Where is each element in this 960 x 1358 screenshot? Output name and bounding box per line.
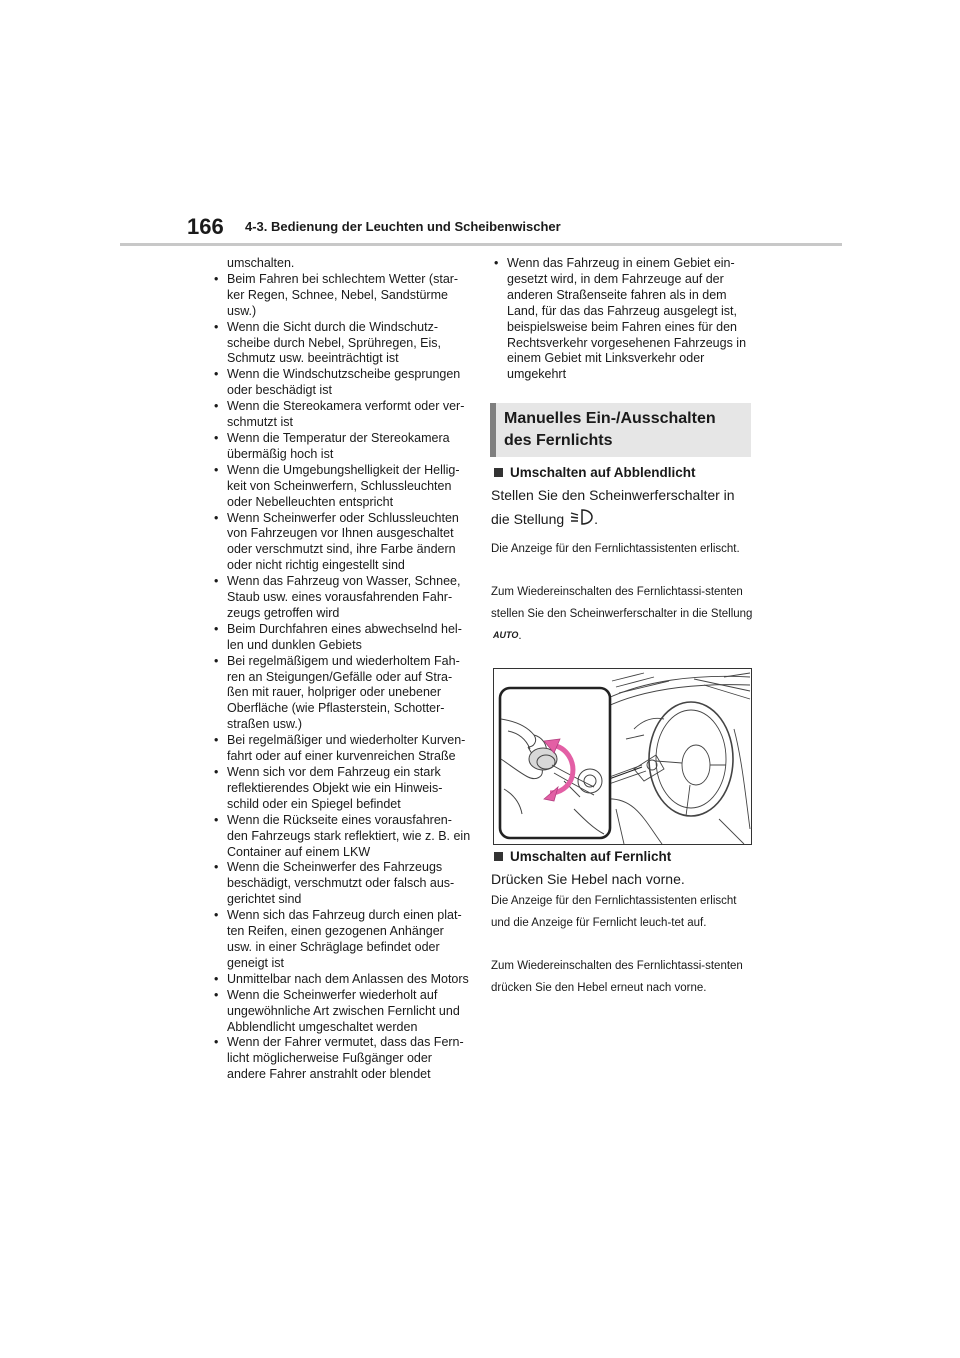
section-heading-line2: des Fernlichts (504, 432, 613, 449)
list-item: • Wenn Scheinwerfer oder Schlussleuchten von Fahrzeugen vor Ihnen ausgeschaltet oder verschmutzt sind, ihre Farbe ändern oder nicht richtig eingestellt sind (210, 511, 472, 575)
list-item: • Wenn die Windschutzscheibe gesprungen oder beschädigt ist (210, 367, 472, 399)
list-item: • Wenn die Umgebungshelligkeit der Hellig-keit von Scheinwerfern, Schlussleuchten oder Nebelleuchten entspricht (210, 463, 472, 511)
list-item: • Wenn die Stereokamera verformt oder ver-schmutzt ist (210, 399, 472, 431)
list-item: • Wenn der Fahrer vermutet, dass das Fern-licht möglicherweise Fußgänger oder andere Fahrer anstrahlt oder blendet (210, 1035, 472, 1083)
high-beam-instruction: Drücken Sie Hebel nach vorne. (491, 871, 685, 887)
condition-list (210, 272, 472, 1083)
high-beam-heading (494, 849, 671, 864)
high-beam-note1: Die Anzeige für den Fernlichtassistenten erlischt und die Anzeige für Fernlicht leuch-tet auf. (491, 895, 737, 929)
list-item: • Wenn das Fahrzeug von Wasser, Schnee, Staub usw. eines vorausfahrenden Fahr-zeugs getroffen wird (210, 574, 472, 622)
list-item: • Wenn die Rückseite eines vorausfahren-den Fahrzeugs stark reflektiert, wie z. B. ein Container auf einem LKW (210, 813, 472, 861)
square-bullet-icon (494, 468, 503, 477)
left-column (210, 256, 472, 1083)
high-beam-heading-text: Umschalten auf Fernlicht (510, 849, 672, 864)
list-item: • Wenn die Sicht durch die Windschutz-scheibe durch Nebel, Sprühregen, Eis, Schmutz usw. beeinträchtigt ist (210, 320, 472, 368)
headlight-lever-illustration (493, 668, 752, 845)
page-number: 166 (187, 214, 224, 239)
list-item: • Unmittelbar nach dem Anlassen des Motors (210, 972, 472, 988)
section-heading-bar (490, 403, 496, 457)
list-item: • Beim Fahren bei schlechtem Wetter (star-ker Regen, Schnee, Nebel, Sandstürme usw.) (210, 272, 472, 320)
section-heading (504, 408, 716, 452)
right-column-top (490, 256, 752, 383)
list-item: • Wenn die Temperatur der Stereokamera übermäßig hoch ist (210, 431, 472, 463)
condition-list-continued (490, 256, 752, 383)
auto-icon: AUTO (493, 630, 519, 640)
square-bullet-icon (494, 852, 503, 861)
list-item: • Wenn das Fahrzeug in einem Gebiet ein-gesetzt wird, in dem Fahrzeuge auf der anderen Straßenseite fahren als in dem Land, für das das Fahrzeug ausgelegt ist, beispielsweise beim Fahren eines für den Rechtsverkehr vorgesehenen Fahrzeugs in einem Gebiet mit Linksverkehr oder umgekehrt (490, 256, 752, 383)
continuation-text: umschalten. (227, 256, 295, 270)
list-item: • Bei regelmäßiger und wiederholter Kurven-fahrt oder auf einer kurvenreichen Straße (210, 733, 472, 765)
high-beam-note2: Zum Wiedereinschalten des Fernlichtassi-stenten drücken Sie den Hebel erneut nach vorne. (491, 960, 743, 994)
low-beam-note2-end: . (518, 630, 522, 642)
section-heading-box (490, 403, 751, 457)
low-beam-heading-text: Umschalten auf Abblendlicht (510, 465, 696, 480)
list-item: • Wenn sich das Fahrzeug durch einen plat-ten Reifen, einen gezogenen Anhänger usw. in einer Schräglage befindet oder geneigt ist (210, 908, 472, 972)
section-heading-line1: Manuelles Ein-/Ausschalten (504, 410, 716, 427)
list-item: • Beim Durchfahren eines abwechselnd hel-len und dunklen Gebiets (210, 622, 472, 654)
low-beam-instruction-text: Stellen Sie den Scheinwerferschalter in die Stellung (491, 487, 735, 528)
low-beam-heading (494, 465, 696, 480)
header-rule (120, 243, 842, 246)
low-beam-note2-text: Zum Wiedereinschalten des Fernlichtassi-stenten stellen Sie den Scheinwerferschalter in die Stellung (491, 586, 753, 620)
low-beam-icon (568, 507, 594, 534)
low-beam-note1: Die Anzeige für den Fernlichtassistenten erlischt. (491, 543, 740, 555)
chapter-title: 4-3. Bedienung der Leuchten und Scheibenwischer (245, 219, 561, 234)
list-item: • Wenn die Scheinwerfer wiederholt auf ungewöhnliche Art zwischen Fernlicht und Abblendlicht umgeschaltet werden (210, 988, 472, 1036)
low-beam-note2 (491, 582, 753, 648)
low-beam-instruction-end: . (594, 511, 598, 528)
low-beam-instruction (491, 483, 753, 534)
list-item: • Wenn sich vor dem Fahrzeug ein stark reflektierendes Objekt wie ein Hinweis-schild oder ein Spiegel befindet (210, 765, 472, 813)
list-item: • Wenn die Scheinwerfer des Fahrzeugs beschädigt, verschmutzt oder falsch aus-gerichtet sind (210, 860, 472, 908)
list-item: • Bei regelmäßigem und wiederholtem Fah-ren an Steigungen/Gefälle oder auf Stra-ßen mit rauer, holpriger oder unebener Oberfläche (wie Pflasterstein, Schotter-straßen usw.) (210, 654, 472, 734)
